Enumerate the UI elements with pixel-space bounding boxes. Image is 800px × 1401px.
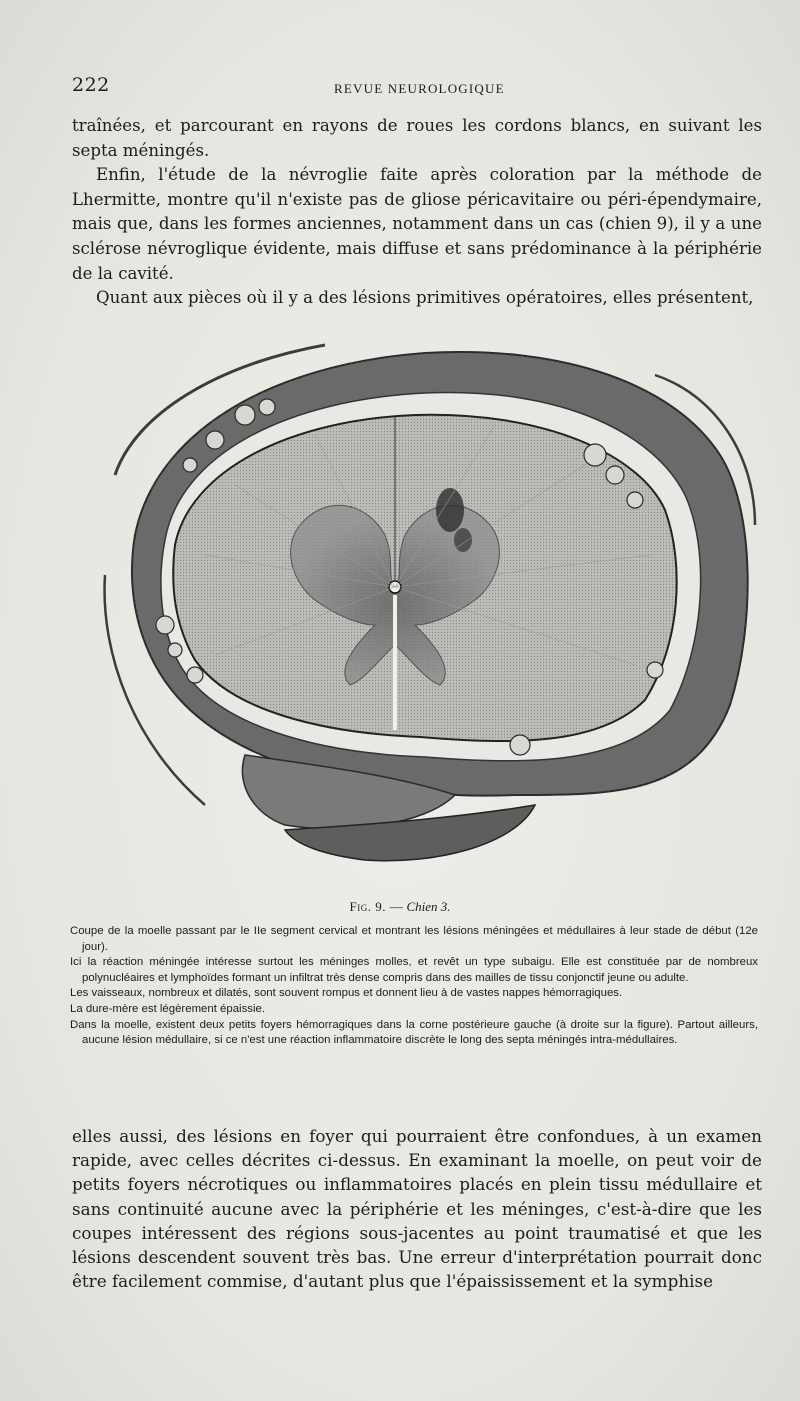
hemorrhagic-focus [454, 528, 472, 552]
paragraph: traînées, et parcourant en rayons de roues les cordons blancs, en suivant les septa méningés. [72, 116, 762, 160]
body-text-top [72, 114, 762, 311]
figure-label: Fig. 9. — [349, 899, 404, 914]
paragraph: Enfin, l'étude de la névroglie faite après coloration par la méthode de Lhermitte, montre qu'il n'existe pas de gliose péricavitaire ou péri-épendymaire, mais que, dans les formes anciennes, notamment dans un cas (chien 9), il y a une sclérose névroglique évidente, mais diffuse et sans prédominance à la périphérie de la cavité. [72, 165, 762, 283]
hemorrhagic-focus [436, 488, 464, 532]
figure-legend [70, 924, 758, 1049]
running-head: REVUE NEUROLOGIQUE [334, 81, 505, 96]
legend-line: Coupe de la moelle passant par le IIe segment cervical et montrant les lésions méningées et médullaires à leur stade de début (12e jour). [70, 925, 758, 953]
histology-drawing [95, 325, 775, 885]
legend-line: Ici la réaction méningée intéresse surtout les méninges molles, et revêt un type subaigu. Elle est constituée par de nombreux polynucléaires et lymphoïdes formant un infiltrat très dense compris dans des mailles de tissu conjonctif jeune ou adulte. [70, 956, 758, 984]
figure-title: Chien 3. [406, 899, 451, 914]
paragraph: elles aussi, des lésions en foyer qui pourraient être confondues, à un examen rapide, avec celles décrites ci-dessus. En examinant la moelle, on peut voir de petits foyers nécrotiques ou inflammatoires placés en plein tissu médullaire et sans continuité aucune avec la périphérie et les méninges, c'est-à-dire que les coupes intéressent des régions sous-jacentes au point traumatisé et que les lésions descendent souvent très bas. Une erreur d'interprétation pourrait donc être facilement commise, d'autant plus que l'épaississement et la symphise [72, 1126, 762, 1292]
figure-caption [0, 899, 800, 915]
spinal-cord-section-illustration [95, 325, 775, 885]
paragraph: Quant aux pièces où il y a des lésions primitives opératoires, elles présentent, [96, 288, 754, 308]
page-header [72, 74, 760, 98]
body-text-bottom [72, 1124, 762, 1293]
legend-line: La dure-mère est légèrement épaissie. [70, 1002, 266, 1015]
page-number: 222 [72, 74, 110, 96]
legend-line: Dans la moelle, existent deux petits foyers hémorragiques dans la corne postérieure gauche (à droite sur la figure). Partout ailleurs, aucune lésion médullaire, si ce n'est une réaction inflammatoire discrète le long des septa méningés intra-médullaires. [70, 1018, 758, 1047]
legend-line: Les vaisseaux, nombreux et dilatés, sont souvent rompus et donnent lieu à de vastes nappes hémorragiques. [70, 987, 623, 1000]
